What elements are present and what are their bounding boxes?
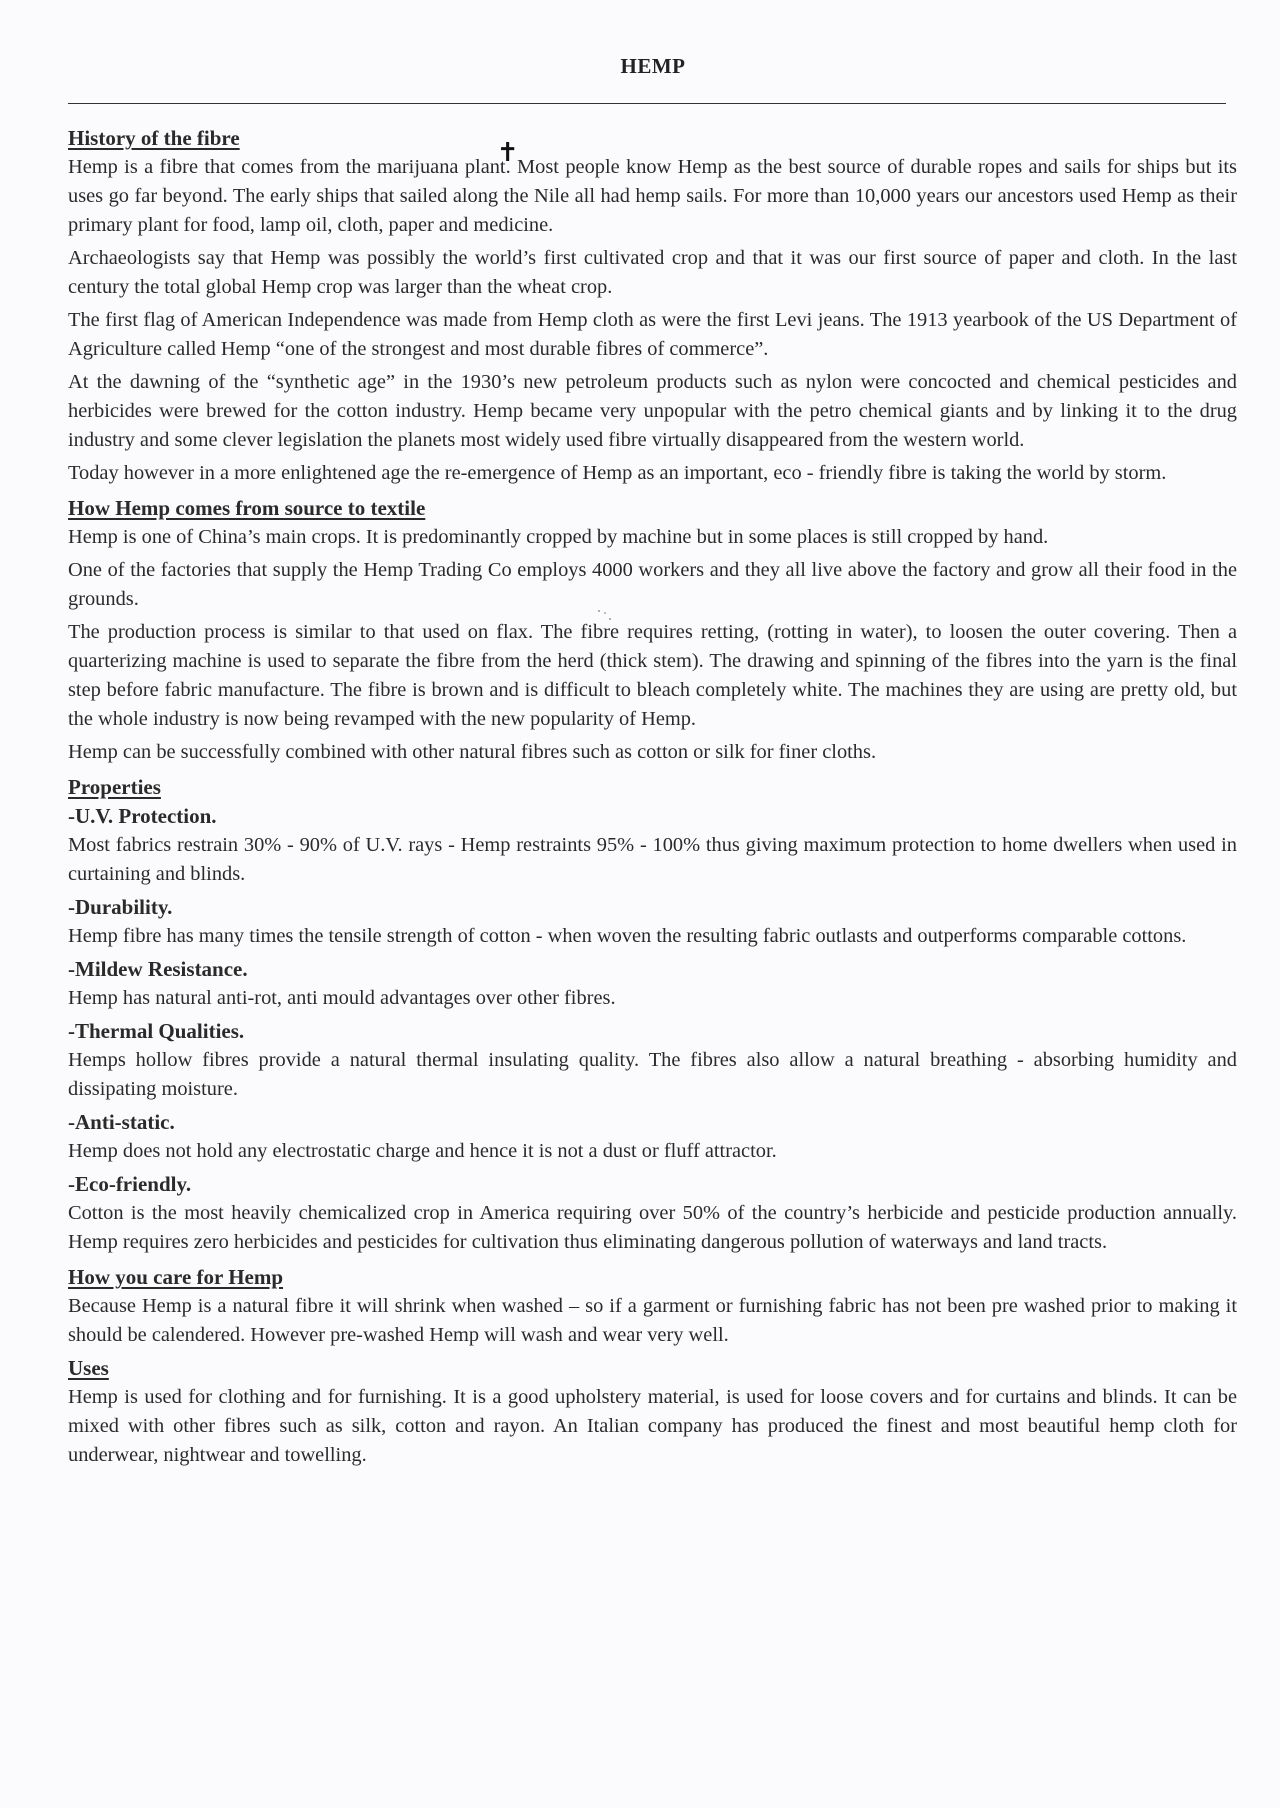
section-heading-source: How Hemp comes from source to textile — [68, 496, 426, 520]
history-paragraph-2: Archaeologists say that Hemp was possibly the world’s first cultivated crop and that it was our first source of paper and cloth. In the last century the total global Hemp crop was larger than the wheat crop. — [68, 247, 1237, 298]
uses-paragraph-1: Hemp is used for clothing and for furnishing. It is a good upholstery material, is used for loose covers and for curtains and blinds. It can be mixed with other fibres such as silk, cotton and rayon. An Italian company has produced the finest and most beautiful hemp cloth for underwear, nightwear and towelling. — [68, 1386, 1237, 1466]
property-text: Cotton is the most heavily chemicalized crop in America requiring over 50% of the country’s herbicide and pesticide production annually. Hemp requires zero herbicides and pesticides for cultivation thus eliminating dangerous pollution of waterways and land tracts. — [68, 1202, 1237, 1253]
section-properties — [68, 773, 1237, 1257]
history-paragraph-5: Today however in a more enlightened age the re-emergence of Hemp as an important, eco - friendly fibre is taking the world by storm. — [68, 462, 1167, 484]
property-title: -Durability. — [68, 895, 173, 919]
property-text: Hemp has natural anti-rot, anti mould advantages over other fibres. — [68, 987, 616, 1009]
section-heading-history: History of the fibre — [68, 126, 240, 150]
property-text: Hemp does not hold any electrostatic charge and hence it is not a dust or fluff attractor. — [68, 1140, 777, 1162]
section-uses — [68, 1354, 1237, 1470]
property-title: -Mildew Resistance. — [68, 957, 248, 981]
section-care — [68, 1263, 1237, 1350]
source-paragraph-4: Hemp can be successfully combined with other natural fibres such as cotton or silk for finer cloths. — [68, 741, 877, 763]
property-title: -Anti-static. — [68, 1110, 175, 1134]
property-title: -Thermal Qualities. — [68, 1019, 245, 1043]
property-text: Hemp fibre has many times the tensile strength of cotton - when woven the resulting fabric outlasts and outperforms comparable cottons. — [68, 925, 1187, 947]
section-source-to-textile — [68, 494, 1237, 767]
section-heading-care: How you care for Hemp — [68, 1265, 284, 1289]
property-title: -Eco-friendly. — [68, 1172, 192, 1196]
source-paragraph-2: One of the factories that supply the Hemp Trading Co employs 4000 workers and they all live above the factory and grow all their food in the grounds. — [68, 559, 1237, 610]
page-title: HEMP — [620, 54, 686, 78]
history-paragraph-1-start: Hemp is a fibre that comes from the marijuana plant. — [68, 156, 511, 178]
history-paragraph-3: The first flag of American Independence was made from Hemp cloth as were the first Levi jeans. The 1913 yearbook of the US Department of Agriculture called Hemp “one of the strongest and most durable fibres of commerce”. — [68, 309, 1237, 360]
section-history — [68, 124, 1237, 488]
source-paragraph-3: The production process is similar to that used on flax. The fibre requires retting, (rotting in water), to loosen the outer covering. Then a quarterizing machine is used to separate the fibre from the herd (thick stem). The drawing and spinning of the fibres into the yarn is the final step before fabric manufacture. The fibre is brown and is difficult to bleach completely white. The machines they are using are pretty old, but the whole industry is now being revamped with the new popularity of Hemp. — [68, 621, 1237, 730]
property-text: Hemps hollow fibres provide a natural thermal insulating quality. The fibres also allow a natural breathing - absorbing humidity and dissipating moisture. — [68, 1049, 1237, 1100]
section-heading-properties: Properties — [68, 775, 161, 799]
section-heading-uses: Uses — [68, 1356, 109, 1380]
property-title: -U.V. Protection. — [68, 804, 217, 828]
care-paragraph-1: Because Hemp is a natural fibre it will shrink when washed – so if a garment or furnishing fabric has not been pre washed prior to making it should be calendered. However pre-washed Hemp will wash and wear very well. — [68, 1295, 1237, 1346]
history-paragraph-4: At the dawning of the “synthetic age” in the 1930’s new petroleum products such as nylon were concocted and chemical pesticides and herbicides were brewed for the cotton industry. Hemp became very unpopular with the petro chemical giants and by linking it to the drug industry and some clever legislation the planets most widely used fibre virtually disappeared from the western world. — [68, 371, 1237, 451]
history-paragraph-1: Hemp is a fibre that comes from the marijuana plant. ✝ Most people know Hemp as the best source of durable ropes and sails for ships but its uses go far beyond. The early ships that sailed along the Nile all had hemp sails. For more than 10,000 years our ancestors used Hemp as their primary plant for food, lamp oil, cloth, paper and medicine. — [68, 138, 1237, 236]
title-divider — [68, 103, 1226, 104]
source-paragraph-1: Hemp is one of China’s main crops. It is predominantly cropped by machine but in some places is still cropped by hand. — [68, 526, 1049, 548]
history-paragraph-1-rest: Most people know Hemp as the best source of durable ropes and sails for ships but its uses go far beyond. The early ships that sailed along the Nile all had hemp sails. For more than 10,000 years our ancestors used Hemp as their primary plant for food, lamp oil, cloth, paper and medicine. — [68, 156, 1237, 236]
scan-specks — [596, 608, 614, 622]
document-body — [68, 124, 1237, 1474]
property-text: Most fabrics restrain 30% - 90% of U.V. rays - Hemp restraints 95% - 100% thus giving maximum protection to home dwellers when used in curtaining and blinds. — [68, 834, 1237, 885]
